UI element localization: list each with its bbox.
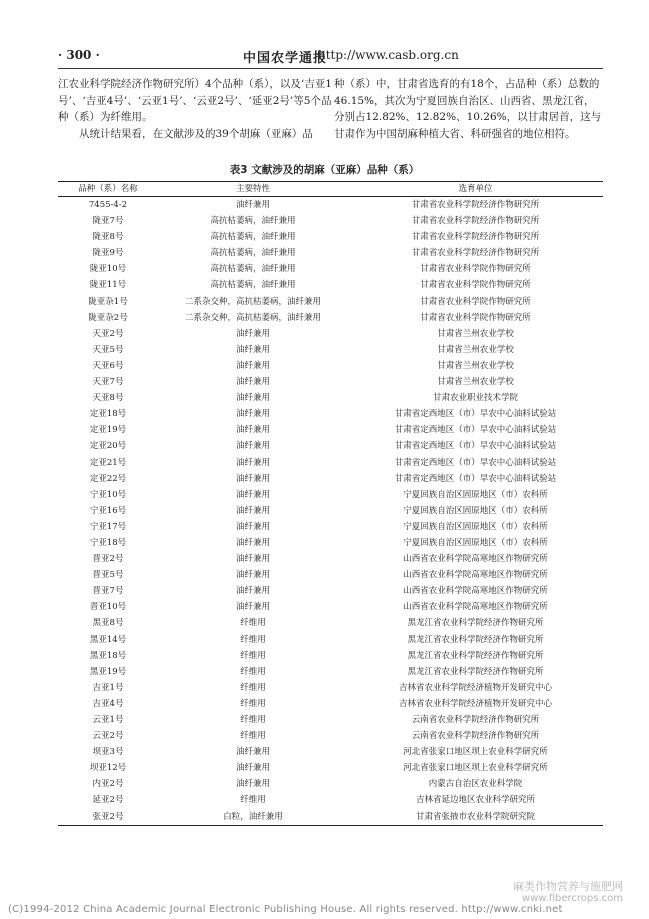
cell-breeding-unit: 甘肃省农业科学院经济作物研究所 xyxy=(411,232,540,243)
cell-breeding-unit: 甘肃省定西地区（市）旱农中心油料试验站 xyxy=(394,409,557,420)
cell-breeding-unit: 甘肃省兰州农业学校 xyxy=(437,377,514,388)
cell-variety-name: 坝亚12号 xyxy=(89,763,127,774)
table-row xyxy=(58,261,603,277)
table-row xyxy=(58,342,603,358)
cell-breeding-unit: 甘肃省农业科学院作物研究所 xyxy=(420,264,531,275)
cell-variety-name: 宁亚18号 xyxy=(89,537,127,548)
table-row xyxy=(58,438,603,454)
table-row xyxy=(58,567,603,583)
cell-main-traits: 二系杂交种，高抗枯萎病，油纤兼用 xyxy=(184,296,321,307)
cell-main-traits: 纤维用 xyxy=(240,650,266,661)
table-row xyxy=(58,809,603,825)
table-row xyxy=(58,583,603,599)
cell-variety-name: 天亚7号 xyxy=(92,377,124,388)
journal-title: 中国农学通报 xyxy=(243,51,328,66)
header-main-traits: 主要特性 xyxy=(235,184,270,194)
cell-breeding-unit: 黑龙江省农业科学院经济作物研究所 xyxy=(407,666,544,677)
cell-main-traits: 纤维用 xyxy=(240,682,266,693)
table-row xyxy=(58,245,603,261)
header-variety-name: 品种（系）名称 xyxy=(78,184,138,194)
left-paragraph-2: 从统计结果看，在文献涉及的39个胡麻（亚麻）品 xyxy=(79,127,313,140)
cell-variety-name: 天亚6号 xyxy=(92,360,124,371)
cell-variety-name: 定亚21号 xyxy=(89,457,127,468)
cell-variety-name: 陇亚杂1号 xyxy=(88,296,128,307)
cell-main-traits: 油纤兼用 xyxy=(235,554,270,565)
watermark-url: www.fibercrops.com xyxy=(521,893,623,904)
cell-breeding-unit: 内蒙古自治区农业科学院 xyxy=(428,779,523,790)
cell-main-traits: 油纤兼用 xyxy=(235,602,270,613)
table-row xyxy=(58,664,603,680)
table-row xyxy=(58,760,603,776)
cell-breeding-unit: 甘肃省农业科学院作物研究所 xyxy=(420,280,531,291)
cell-variety-name: 黑亚14号 xyxy=(89,634,127,645)
cell-breeding-unit: 山西省农业科学院高寒地区作物研究所 xyxy=(403,602,548,613)
cell-variety-name: 陇亚杂2号 xyxy=(88,312,128,323)
cell-variety-name: 陇亚9号 xyxy=(92,248,124,259)
cell-breeding-unit: 云南省农业科学院经济作物研究所 xyxy=(411,731,540,742)
cell-main-traits: 白粒，油纤兼用 xyxy=(223,811,283,822)
cell-main-traits: 高抗枯萎病，油纤兼用 xyxy=(210,264,296,275)
cell-main-traits: 纤维用 xyxy=(240,795,266,806)
cell-breeding-unit: 宁夏回族自治区固原地区（市）农科所 xyxy=(403,489,548,500)
cell-variety-name: 陇亚7号 xyxy=(92,216,124,227)
cell-variety-name: 天亚5号 xyxy=(92,344,124,355)
cell-breeding-unit: 宁夏回族自治区固原地区（市）农科所 xyxy=(403,521,548,532)
table-row xyxy=(58,519,603,535)
cell-main-traits: 二系杂交种，高抗枯萎病，油纤兼用 xyxy=(184,312,321,323)
header-breeding-unit: 选育单位 xyxy=(458,184,493,194)
cell-variety-name: 晋亚7号 xyxy=(92,586,124,597)
cell-main-traits: 高抗枯萎病，油纤兼用 xyxy=(210,232,296,243)
varieties-table xyxy=(58,181,603,826)
table-row xyxy=(58,326,603,342)
cell-variety-name: 定亚22号 xyxy=(89,473,127,484)
cell-breeding-unit: 甘肃省农业科学院作物研究所 xyxy=(420,296,531,307)
cell-breeding-unit: 吉林省延边地区农业科学研究所 xyxy=(415,795,535,806)
table-row xyxy=(58,471,603,487)
table-row xyxy=(58,712,603,728)
cell-breeding-unit: 山西省农业科学院高寒地区作物研究所 xyxy=(403,570,548,581)
cell-variety-name: 吉亚1号 xyxy=(92,682,124,693)
cell-breeding-unit: 甘肃省张掖市农业科学院研究院 xyxy=(415,811,535,822)
cell-main-traits: 纤维用 xyxy=(240,715,266,725)
cell-variety-name: 吉亚4号 xyxy=(92,698,124,709)
cell-breeding-unit: 甘肃省农业科学院经济作物研究所 xyxy=(411,200,540,210)
cell-breeding-unit: 甘肃省农业科学院作物研究所 xyxy=(420,312,531,323)
cell-main-traits: 纤维用 xyxy=(240,698,266,709)
cell-breeding-unit: 山西省农业科学院高寒地区作物研究所 xyxy=(403,586,548,597)
table-row xyxy=(58,213,603,229)
cell-variety-name: 陇亚8号 xyxy=(92,232,124,243)
cell-main-traits: 高抗枯萎病，油纤兼用 xyxy=(210,216,296,227)
cell-breeding-unit: 甘肃省兰州农业学校 xyxy=(437,328,514,339)
cell-breeding-unit: 甘肃省兰州农业学校 xyxy=(437,344,514,355)
cell-variety-name: 陇亚11号 xyxy=(89,280,127,291)
cell-variety-name: 7455-4-2 xyxy=(88,200,128,210)
table-body xyxy=(58,197,603,825)
cell-variety-name: 延亚2号 xyxy=(92,795,124,806)
cell-main-traits: 纤维用 xyxy=(240,634,266,645)
copyright-footer: (C)1994-2012 China Academic Journal Electronic Publishing House. All rights reserved. http://www.cnki.net xyxy=(8,904,563,915)
cell-breeding-unit: 甘肃省兰州农业学校 xyxy=(437,360,514,371)
cell-variety-name: 张亚2号 xyxy=(92,811,124,822)
table-row xyxy=(58,374,603,390)
cell-breeding-unit: 甘肃农业职业技术学院 xyxy=(432,393,518,404)
cell-breeding-unit: 吉林省农业科学院经济植物开发研究中心 xyxy=(398,682,552,693)
cell-variety-name: 宁亚17号 xyxy=(89,521,127,532)
cell-breeding-unit: 黑龙江省农业科学院经济作物研究所 xyxy=(407,650,544,661)
cell-main-traits: 纤维用 xyxy=(240,666,266,677)
table-row xyxy=(58,310,603,326)
cell-breeding-unit: 甘肃省定西地区（市）旱农中心油料试验站 xyxy=(394,441,557,452)
cell-main-traits: 油纤兼用 xyxy=(235,200,270,210)
table-row xyxy=(58,728,603,744)
table-header-row xyxy=(58,182,603,197)
page-header xyxy=(58,46,603,69)
cell-main-traits: 油纤兼用 xyxy=(235,328,270,339)
cell-main-traits: 高抗枯萎病，油纤兼用 xyxy=(210,248,296,259)
journal-url[interactable]: http://www.casb.org.cn xyxy=(318,48,459,62)
cell-main-traits: 油纤兼用 xyxy=(235,360,270,371)
right-column xyxy=(334,76,604,142)
cell-breeding-unit: 山西省农业科学院高寒地区作物研究所 xyxy=(403,554,548,565)
cell-main-traits: 油纤兼用 xyxy=(235,570,270,581)
cell-main-traits: 纤维用 xyxy=(240,731,266,742)
cell-breeding-unit: 河北省张家口地区坝上农业科学研究所 xyxy=(403,747,548,758)
table-row xyxy=(58,277,603,293)
cell-main-traits: 油纤兼用 xyxy=(235,344,270,355)
left-column xyxy=(58,76,336,142)
table-row xyxy=(58,792,603,808)
cell-variety-name: 内亚2号 xyxy=(92,779,124,790)
table-row xyxy=(58,422,603,438)
cell-variety-name: 晋亚2号 xyxy=(92,554,124,565)
table-row xyxy=(58,696,603,712)
table-row xyxy=(58,632,603,648)
cell-main-traits: 油纤兼用 xyxy=(235,537,270,548)
cell-variety-name: 定亚19号 xyxy=(89,425,127,436)
cell-variety-name: 云亚1号 xyxy=(92,715,124,725)
cell-breeding-unit: 宁夏回族自治区固原地区（市）农科所 xyxy=(403,537,548,548)
table-row xyxy=(58,744,603,760)
cell-main-traits: 油纤兼用 xyxy=(235,457,270,468)
cell-breeding-unit: 宁夏回族自治区固原地区（市）农科所 xyxy=(403,505,548,516)
table-row xyxy=(58,503,603,519)
cell-breeding-unit: 甘肃省定西地区（市）旱农中心油料试验站 xyxy=(394,457,557,468)
cell-variety-name: 云亚2号 xyxy=(92,731,124,742)
cell-breeding-unit: 甘肃省农业科学院经济作物研究所 xyxy=(411,216,540,227)
cell-variety-name: 黑亚18号 xyxy=(89,650,127,661)
cell-variety-name: 坝亚3号 xyxy=(92,747,124,758)
table-row xyxy=(58,648,603,664)
cell-main-traits: 油纤兼用 xyxy=(235,393,270,404)
cell-main-traits: 油纤兼用 xyxy=(235,586,270,597)
cell-variety-name: 黑亚19号 xyxy=(89,666,127,677)
table-row xyxy=(58,551,603,567)
table-row xyxy=(58,229,603,245)
cell-variety-name: 定亚18号 xyxy=(89,409,127,420)
cell-breeding-unit: 黑龙江省农业科学院经济作物研究所 xyxy=(407,618,544,629)
cell-main-traits: 油纤兼用 xyxy=(235,489,270,500)
table-row xyxy=(58,358,603,374)
table-row xyxy=(58,776,603,792)
cell-breeding-unit: 吉林省农业科学院经济植物开发研究中心 xyxy=(398,698,552,709)
cell-main-traits: 油纤兼用 xyxy=(235,473,270,484)
right-paragraph-1: 种（系）中，甘肃省选育的有18个，占品种（系）总数的46.15%，其次为宁夏回族自治区、山西省、黑龙江省，分别占12.82%、12.82%、10.26%，以甘肃居首，这与甘肃作为中国胡麻种植大省、科研强省的地位相符。 xyxy=(334,78,602,140)
cell-breeding-unit: 甘肃省定西地区（市）旱农中心油料试验站 xyxy=(394,425,557,436)
cell-main-traits: 油纤兼用 xyxy=(235,505,270,516)
cell-main-traits: 油纤兼用 xyxy=(235,425,270,436)
table-row xyxy=(58,487,603,503)
table-row xyxy=(58,599,603,615)
cell-variety-name: 晋亚5号 xyxy=(92,570,124,581)
table-row xyxy=(58,535,603,551)
table-row xyxy=(58,197,603,213)
cell-breeding-unit: 河北省张家口地区坝上农业科学研究所 xyxy=(403,763,548,774)
cell-main-traits: 油纤兼用 xyxy=(235,747,270,758)
table-row xyxy=(58,455,603,471)
cell-breeding-unit: 黑龙江省农业科学院经济作物研究所 xyxy=(407,634,544,645)
table-row xyxy=(58,390,603,406)
table-row xyxy=(58,294,603,310)
cell-main-traits: 油纤兼用 xyxy=(235,779,270,790)
cell-variety-name: 黑亚8号 xyxy=(92,618,124,629)
cell-variety-name: 陇亚10号 xyxy=(89,264,127,275)
cell-breeding-unit: 甘肃省定西地区（市）旱农中心油料试验站 xyxy=(394,473,557,484)
cell-variety-name: 宁亚10号 xyxy=(89,489,127,500)
cell-variety-name: 晋亚10号 xyxy=(89,602,127,613)
cell-main-traits: 高抗枯萎病，油纤兼用 xyxy=(210,280,296,291)
cell-breeding-unit: 甘肃省农业科学院经济作物研究所 xyxy=(411,248,540,259)
table-row xyxy=(58,406,603,422)
watermark-text: 麻类作物营养与施肥网 xyxy=(513,880,623,893)
page-number: · 300 · xyxy=(58,48,100,62)
cell-main-traits: 油纤兼用 xyxy=(235,409,270,420)
cell-variety-name: 定亚20号 xyxy=(89,441,127,452)
table-row xyxy=(58,680,603,696)
cell-variety-name: 宁亚16号 xyxy=(89,505,127,516)
cell-main-traits: 油纤兼用 xyxy=(235,521,270,532)
cell-variety-name: 天亚8号 xyxy=(92,393,124,404)
cell-main-traits: 油纤兼用 xyxy=(235,377,270,388)
left-paragraph-1: 江农业科学院经济作物研究所）4个品种（系），以及‘吉亚1号’、‘吉亚4号’、‘云亚1号’、‘云亚2号’、‘延亚2号’等5个品种（系）为纤维用。 xyxy=(58,78,332,123)
cell-main-traits: 油纤兼用 xyxy=(235,441,270,452)
cell-main-traits: 纤维用 xyxy=(240,618,266,629)
table-row xyxy=(58,615,603,631)
cell-breeding-unit: 云南省农业科学院经济作物研究所 xyxy=(411,715,540,725)
cell-main-traits: 油纤兼用 xyxy=(235,763,270,774)
cell-variety-name: 天亚2号 xyxy=(92,328,124,339)
table-caption: 表3 文献涉及的胡麻（亚麻）品种（系） xyxy=(229,164,420,176)
